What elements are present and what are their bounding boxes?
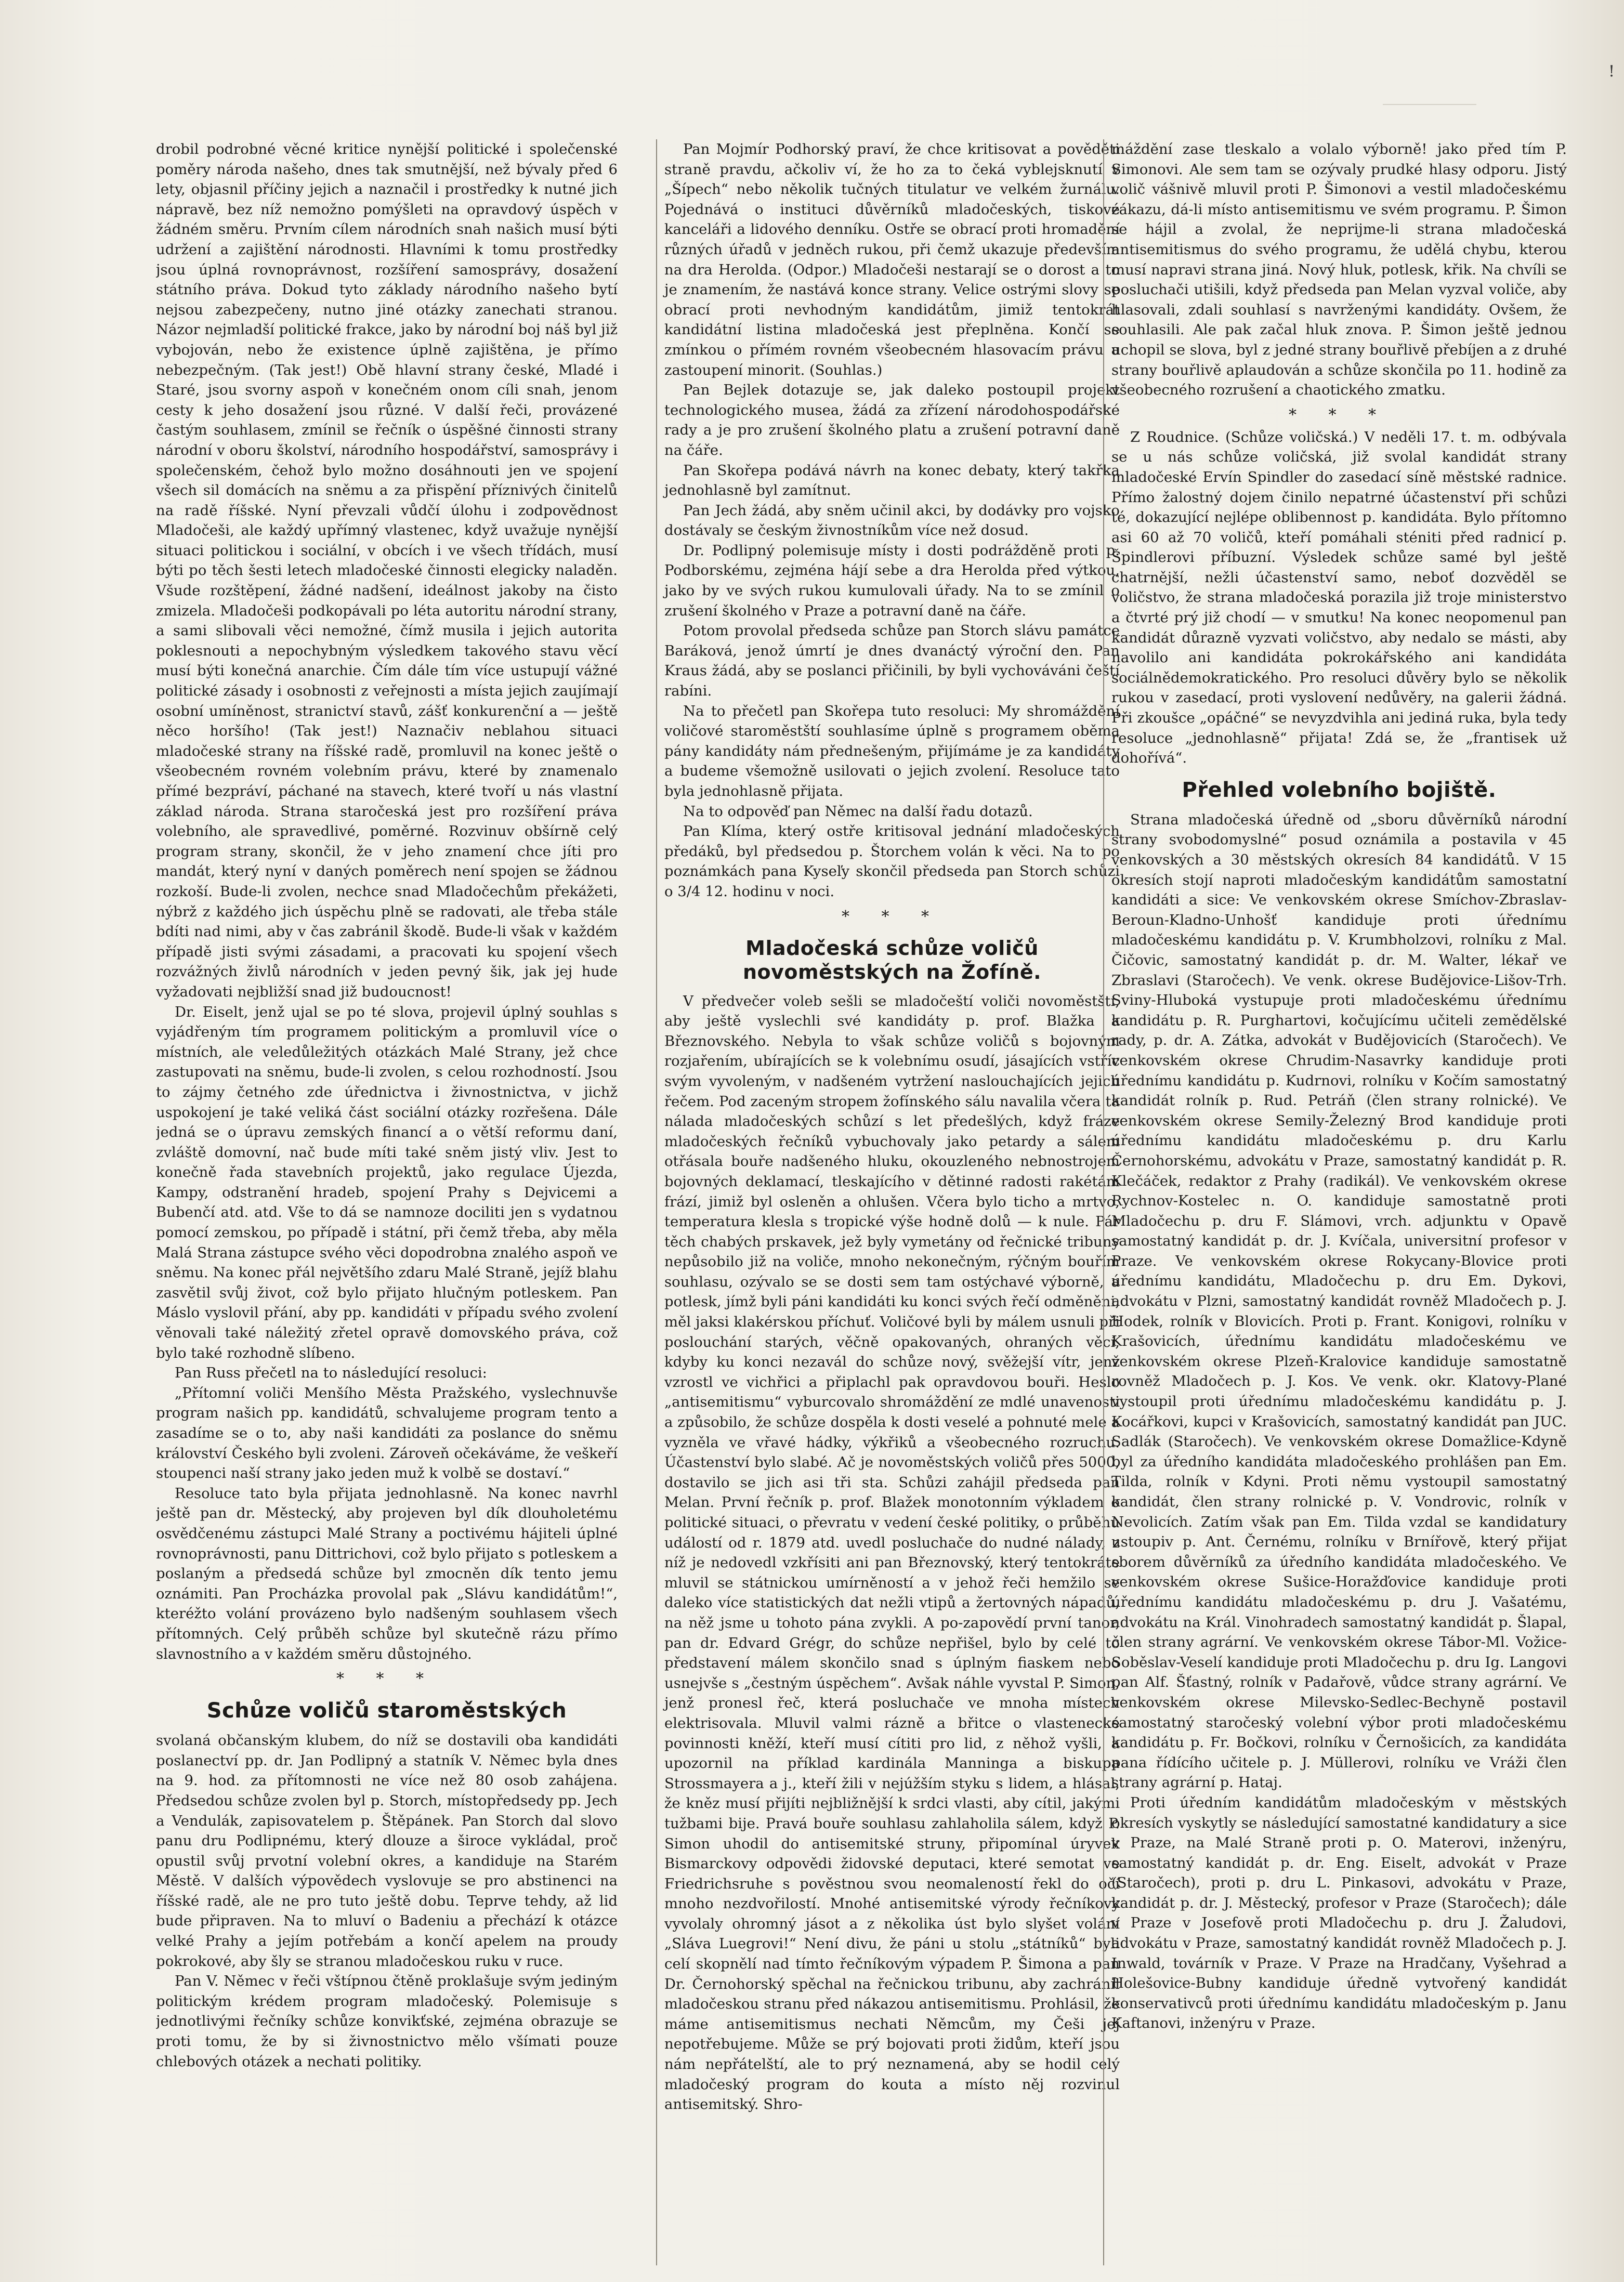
col2-paragraph: Pan Mojmír Podhorský praví, že chce kritisovat a pověděti straně pravdu, ačkoliv ví, že ho za to čeká vyblejsknutí v „Šípech“ nebo několik tučných titulatur ve velkém žurnálu. Pojednává o instituci důvěrníků mladočeských, tiskové kanceláři a lidového denníku. Ostře se obrací proti hromadění různých úřadů v jedněch rukou, při čemž ukazuje především na dra Herolda. (Odpor.) Mladočeši nestarají se o dorost a to je znamením, že nastává konce strany. Velice ostrými slovy se obrací proti nevhodným kandidátům, jimiž tentokrát kandidátní listina mladočeská jest přeplněna. Končí se zmínkou o přímém rovném všeobecném hlasovacím právu a zastoupení minorit. (Souhlas.) bbox=[664, 141, 1120, 378]
col3-paragraph: máždění zase tleskalo a volalo výborně! jako před tím P. Simonovi. Ale sem tam se ozývaly prudké hlasy odporu. Jistý volič vášnivě mluvil proti P. Šimonovi a vestil mladočeskému zákazu, dá-li místo antisemitismu ve svém programu. P. Šimon se hájil a zvolal, že neprijme-li strana mladočeská antisemitismus do svého programu, že udělá chybu, kterou musí napravi strana jiná. Nový hluk, potlesk, křik. Na chvíli se posluchači utišili, když předseda pan Melan vyzval voliče, aby hlasovali, zdali souhlasí s navrženými kandidáty. Ovšem, že souhlasili. Ale pak začal hluk znova. P. Šimon ještě jednou uchopil se slova, byl z jedné strany bouřlivě přebíjen a z druhé strany bouřlivě aplaudován a schůze skončila po 11. hodině za všeobecného rozrušení a chaotického zmatku. bbox=[1111, 141, 1567, 399]
article-heading-prehled: Přehled volebního bojiště. bbox=[1182, 778, 1497, 802]
col3-paragraph: Proti úředním kandidátům mladočeským v městských okresích vyskytly se následující samostatné kandidatury a sice v Praze, na Malé Straně proti p. O. Materovi, inženýru, samostatný kandidát p. dr. Eng. Eiselt, advokát v Praze (Staročech), proti p. dru L. Pinkasovi, advokátu v Praze, kandidát p. dr. J. Městecký, profesor v Praze (Staročech); dále v Praze v Josefově proti Mladočechu p. dru J. Žaludovi, advokátu v Praze, samostatný kandidát rovněž Mladočech p. J. Inwald, továrník v Praze. V Praze na Hradčany, Vyšehrad a Holešovice-Bubny kandiduje úředně vytvořený kandidát konservativců proti úřednímu kandidátu mladočeským p. Janu Kaftanovi, inženýru v Praze. bbox=[1111, 1794, 1567, 2032]
col2-paragraph: Na to přečetl pan Skořepa tuto resoluci: My shromáždění voličové staroměstští souhlasíme úplně s programem oběma pány kandidáty nám přednešeným, přijímáme je za kandidáty a budeme všemožně usilovati o jejich zvolení. Resoluce tato byla jednohlasně přijata. bbox=[664, 702, 1120, 799]
col2-paragraph: V předvečer voleb sešli se mladočeští voliči novoměstští, aby ještě vyslechli své kandidáty p. prof. Blažka a Březnovského. Nebyla to však schůze voličů s bojovným rozjařením, ubírajících se k volebnímu osudí, jásajících vstříc svým vyvoleným, v nadšeném vytržení naslouchajících jejich řečem. Pod zaceným stropem žofínského sálu navalila včera ta nálada mladočeských schůzí s let předešlých, když fráze mladočeských řečníků vybuchovaly jako petardy a sálem otřásala bouře nadšeného hluku, okouzleného nebnostrojem bojovných deklamací, tleskajícího v dětinné radosti rakétám frází, jimiž byl osleněn a ohlušen. Včera bylo ticho a mrtvo, temperatura klesla s tropické výše hodně dolů — k nule. Pár těch chabých prskavek, jež byly vymetány od řečnické tribuny nepůsobilo již na voliče, mnoho nekonečným, rýčným bouřím souhlasu, ozývalo se se dosti sem tam ostýchavé výborně, a potlesk, jímž byli páni kandidáti ku konci svých řečí odměněni, měl jaksi klakérskou příchuť. Voličové byli by málem usnuli při poslouchání starých, věčně opakovaných, ohraných věcí, kdyby ku konci nezavál do schůze nový, svěžejší vítr, jenž vzrostl ve vichřici a připlachl pak opravdovou bouři. Heslo „antisemitismu“ vyburcovalo shromáždění ze mdlé unavenosti a způsobilo, že schůze dospěla k dosti veselé a pohnuté mele a vyzněla ve vřavé hádky, výkřiků a všeobecného rozruchu. Účastenství bylo slabé. Ač je novoměstských voličů přes 5000, dostavilo se jich asi tři sta. Schůzi zahájil předseda pan Melan. První řečník p. prof. Blažek monotonním výkladem o politické situaci, o převratu v vedení české politiky, o průběhu událostí od r. 1879 atd. uvedl posluchače do nudné nálady, z níž je nedovedl vzkřísiti ani pan Březnovský, který tentokráte mluvil se státnickou umírněností a v jehož řeči hemžilo se daleko více statistických dat nežli vtipů a žertovných nápadů, na něž jsme u tohoto pána zvykli. A po-zapovědí první tanor, pan dr. Edvard Grégr, do schůze nepřišel, bylo by celé to představení málem skončilo snad s úplným fiaskem nebo usnejvše s „čestným úspěchem“. Avšak náhle vyvstal P. Simon, jenž pronesl řeč, která posluchače ve mnoha místech elektrisovala. Mluvil valmi rázně a břitce o vlastenecké povinnosti kněží, kteří musí cítiti pro lid, z něhož vyšli, a upozornil na příklad kardinála Manninga a biskupa Strossmayera a j., kteří žili v nejúžším styku s lidem, a hlásal, že kněz musí přijíti nejbližnější k srdci vlasti, aby cítil, jakými tužbami bije. Pravá bouře souhlasu zahlaholila sálem, když P. Simon uhodil do antisemitské struny, připomínal úryvek Bismarckovy odpovědi židovské deputaci, které semotat ve Friedrichsruhe s pověstnou svou neomaleností řekl do očí mnoho nezdvořilostí. Mnohé antisemitské výrody řečníkovy vyvolaly ohromný jásot a z několika úst bylo slyšet volání „Sláva Luegrovi!“ Není divu, že páni u stolu „státníků“ byli celí skopnělí nad tímto řečníkovým výpadem P. Šimona a pan Dr. Černohorský spěchal na řečnickou tribunu, aby zachránil mladočeskou stranu před nákazou antisemitismu. Prohlásil, že máme antisemitismus nechati Němcům, my Češi jej nepotřebujeme. Může se prý bojovati proti židům, kteří jsou nám nepřátelští, ale to prý neznamená, aby se hodil celý mladočeský program do kouta a místo něj rozvinul antisemitský. Shro- bbox=[664, 992, 1120, 2113]
edge-mark: ! bbox=[1608, 62, 1615, 81]
col1-paragraph: Resoluce tato byla přijata jednohlasně. Na konec navrhl ještě pan dr. Městecký, aby projeven byl dík dlouholetému osvědčenému zástupci Malé Strany a poctivému hájiteli úplné rovnoprávnosti, panu Dittrichovi, což bylo přijato s potleskem a poslaným a předsedá schůze byl zmocněn dík tento jemu oznámiti. Pan Procházka provolal pak „Slávu kandidátům!“, kteréžto volání provázeno bylo nadšeným souhlasem všech přítomných. Celý průběh schůze byl skutečně rázu přímo slavnostního a v každém směru důstojného. bbox=[156, 1485, 618, 1662]
fold-line bbox=[1383, 104, 1476, 105]
column-3 bbox=[1103, 139, 1567, 2265]
col2-paragraph: Potom provolal předseda schůze pan Storch slávu památce Baráková, jenož úmrtí je dnes dvanáctý výroční den. Pan Kraus žádá, aby se poslanci přičinili, by byli vychováváni čeští rabíni. bbox=[664, 622, 1120, 700]
col1-paragraph: Dr. Eiselt, jenž ujal se po té slova, projevil úplný souhlas s vyjádřeným tím programem politickým a promluvil více o místních, ale veledůležitých otázkách Malé Strany, jež chce zastupovati na sněmu, bude-li zvolen, s celou rozhodností. Jsou to zájmy četného zde úřednictva i živnostnictva, v jichž uspokojení je také veliká část sociální otázky rozřešena. Dále jedná se o úpravu zemských financí a o větší reformu daní, zvláště domovní, nač bude míti také sněm jistý vliv. Jest to konečně řada stavebních projektů, jako regulace Újezda, Kampy, odstranění hradeb, spojení Prahy s Dejvicemi a Bubenčí atd. atd. Vše to dá se namnoze dociliti jen s vydatnou pomocí zemskou, po případě i státní, při čemž třeba, aby měla Malá Strana zástupce svého věci dopodrobna znalého aspoň ve sněmu. Na konec přál největšího zdaru Malé Straně, jejíž blahu zasvětil svůj život, což bylo přijato hlučným potleskem. Pan Máslo vyslovil přání, aby pp. kandidáti v případu svého zvolení věnovali také náležitý zřetel opravě domovského práva, což bylo také rozhodně slíbeno. bbox=[156, 1003, 618, 1361]
col3-paragraph: Strana mladočeská úředně od „sboru důvěrníků národní strany svobodomyslné“ posud oznámila a postavila v 45 venkovských a 30 městských okresích 84 kandidátů. V 15 okresích stojí naproti mladočeským kandidátům samostatní kandidáti a sice: Ve venkovském okrese Smíchov-Zbraslav-Beroun-Kladno-Unhošť kandiduje proti úřednímu mladočeskému kandidátu p. V. Krumbholzovi, rolníku z Mal. Čičovic, samostatný kandidát p. dr. M. Walter, lékař ve Zbraslavi (Staročech). Ve venk. okrese Budějovice-Lišov-Trh. Sviny-Hluboká vystupuje proti mladočeskému úřednímu kandidátu p. R. Purghartovi, kočujícímu učiteli zemědělské rady, p. dr. A. Zátka, advokát v Budějovicích (Staročech). Ve venkovském okrese Chrudim-Nasavrky kandiduje proti úřednímu kandidátu p. Kudrnovi, rolníku v Kočím samostatný kandidát rolník p. Rud. Petráň (člen strany rolnické). Ve venkovském okrese Semily-Železný Brod kandiduje proti úřednímu kandidátu mladočeskému p. dru Karlu Černohorskému, advokátu v Praze, samostatný kandidát p. R. Klečáček, redaktor z Prahy (radikál). Ve venkovském okrese Rychnov-Kostelec n. O. kandiduje samostatně proti Mladočechu p. dru F. Slámovi, vrch. adjunktu v Opavě samostatný kandidát p. dr. J. Kvíčala, universitní profesor v Praze. Ve venkovském okrese Rokycany-Blovice proti úřednímu kandidátu, Mladočechu p. dru Em. Dykovi, advokátu v Plzni, samostatný kandidát rovněž Mladočech p. J. Hodek, rolník v Blovicích. Proti p. Frant. Konigovi, rolníku v Krašovicích, úřednímu kandidátu mladočeskému ve venkovském okrese Plzeň-Kralovice kandiduje samostatně rovněž Mladočech p. J. Kos. Ve venk. okr. Klatovy-Plané vystoupil proti úřednímu mladočeskému kandidátu p. J. Kocářkovi, kupci v Krašovicích, samostatný kandidát pan JUC. Sadlák (Staročech). Ve venkovském okrese Domažlice-Kdyně byl za úředního kandidáta mladočeského prohlášen pan Em. Tilda, rolník v Kdyni. Proti němu vystoupil samostatný kandidát, člen strany rolnické p. V. Vondrovic, rolník v Nevolicích. Zatím však pan Em. Tilda vzdal se kandidatury ustoupiv p. Ant. Černému, rolníku v Brnířově, který přijat sborem důvěrníků za úředního kandidáta mladočeského. Ve venkovském okrese Sušice-Horažďovice kandiduje proti úřednímu kandidátu mladočeskému p. dru J. Vašatému, advokátu na Král. Vinohradech samostatný kandidát p. Šlapal, člen strany agrární. Ve venkovském okrese Tábor-Ml. Vožice-Soběslav-Veselí kandiduje proti Mladočechu p. dru Ig. Langovi pan Alf. Šťastný, rolník v Padařově, vůdce strany agrární. Ve venkovském okrese Milevsko-Sedlec-Bechyně postavil samostatný staročeský volební výbor proti mladočeskému kandidátu p. Fr. Bočkovi, rolníku v Černošicích, za kandidáta pana řídícího učitele p. J. Müllerovi, rolníku ve Vráži člen strany agrární p. Hataj. bbox=[1111, 811, 1567, 1791]
col2-paragraph: Pan Jech žádá, aby sněm učinil akci, by dodávky pro vojsko dostávaly se českým živnostníkům více než dosud. bbox=[664, 502, 1120, 539]
column-2 bbox=[656, 139, 1120, 2265]
col1-resolution: „Přítomní voliči Menšího Města Pražského, vyslechnuvše program našich pp. kandidátů, schvalujeme program tento a zasadíme se o to, aby naši kandidáti za poslance do sněmu království Českého byli zvoleni. Zároveň očekáváme, že veškeří stoupenci naší strany jako jeden muž k volbě se dostaví.“ bbox=[156, 1384, 618, 1482]
section-stars: * * * bbox=[336, 1670, 438, 1688]
col1-paragraph: svolaná občanským klubem, do níž se dostavili oba kandidáti poslanectví pp. dr. Jan Podlipný a statník V. Němec byla dnes na 9. hod. za přítomnosti ne více než 80 osob zahájena. Předsedou schůze zvolen byl p. Storch, místopředsedy pp. Jech a Vendulák, zapisovatelem p. Štěpánek. Pan Storch dal slovo panu dru Podlipnému, který dlouze a široce vykládal, proč opustil svůj prvotní volební okres, a kandiduje na Starém Městě. V dalších výpovědech vyslovuje se pro abstinenci na říšské radě, ale ne pro tuto ještě dobu. Teprve tehdy, až lid bude připraven. Na to mluví o Badeniu a přechází k otázce velké Prahy a jejím potřebám a končí apelem na proudy pokrokové, aby šly se stranou mladočeskou ruku v ruce. bbox=[156, 1732, 618, 1970]
col1-paragraph: Pan Russ přečetl na to následující resoluci: bbox=[175, 1365, 487, 1382]
col3-paragraph-roudnice: Z Roudnice. (Schůze voličská.) V neděli 17. t. m. odbývala se u nás schůze voličská, již svolal kandidát strany mladočeské Ervín Spindler do zasedací síně městské radnice. Přímo žalostný dojem činilo nepatrné účastenství při schůzi té, dokazující nejlépe oblibennost p. kandidáta. Bylo přítomno asi 60 až 70 voličů, kteří pomáhali sténiti před radnicí p. Špindlerovi příbuzní. Výsledek schůze samé byl ještě chatrnější, nežli účastenství samo, neboť dozvěděl se voličstvo, že strana mladočeská porazila již troje ministerstvo a čtvrté prý již chodí — v smutku! Na konec neopomenul pan kandidát důrazně vyzvati voličstvo, aby nedalo se másti, aby navolilo ani kandidáta pokrokářského ani kandidáta sociálnědemokratického. Pro resoluci důvěry bylo se několik rukou v zasedací, proti vyslovení nedůvěry, na galerii žádná. Při zkoušce „opáčné“ se nevyzdvihla ani jediná ruka, byla tedy resoluce „jednohlasně“ přijata! Zdá se, že „frantisek už dohořívá“. bbox=[1111, 428, 1567, 767]
section-stars: * * * bbox=[841, 907, 943, 926]
col2-paragraph: Pan Klíma, který ostře kritisoval jednání mladočeských předáků, byl předsedou p. Štorchem volán k věci. Na to po poznámkách pana Kyseľy skončil předseda pan Storch schůzi o 3/4 12. hodinu v noci. bbox=[664, 823, 1120, 900]
col2-paragraph: Pan Bejlek dotazuje se, jak daleko postoupil projekt technologického musea, žádá za zřízení národohospodářské rady a je pro zrušení školného platu a zrušení potravní daně na čáře. bbox=[664, 382, 1120, 458]
col2-paragraph: Dr. Podlipný polemisuje místy i dosti podrážděně proti p. Podborskému, zejména hájí sebe a dra Herolda před výtkou, jako by ve svých rukou kumulovali úřady. Na to se zmínil o zrušení školného v Praze a potravní daně na čáře. bbox=[664, 542, 1120, 619]
col1-paragraph: drobil podrobné věcné kritice nynější politické i společenské poměry národa našeho, dnes tak smutnější, než bývaly před 6 lety, objasnil příčiny jejich a naznačil i prostředky k nutné jich nápravě, bez níž nemožno pomýšleti na opravdový úspěch v žádném směru. Prvním cílem národních snah našich musí býti udržení a zajištění národnosti. Hlavními k tomu prostředky jsou úplná rovnoprávnost, rozšíření samosprávy, dosažení státního práva. Dokud tyto základy národního našeho bytí nejsou zabezpečeny, nutno jiné otázky zanechati stranou. Názor nejmladší politické frakce, jako by národní boj náš byl již vybojován, nebo že existence úplně zajištěna, je přímo nebezpečným. (Tak jest!) Obě hlavní strany české, Mladé i Staré, jsou svorny aspoň v konečném onom cíli snah, jenom cesty k jeho dosažení jsou různé. V další řeči, provázené častým souhlasem, zmínil se řečník o úspěšné činnosti strany národní v oboru školství, národního hospodářství, samosprávy i společenském, čehož bylo možno dosáhnouti jen ve spojení všech sil domácích na sněmu a za přispění příznivých činitelů na radě říšské. Nyní převzali vůdčí úlohu i zodpovědnost Mladočeši, ale každý upřímný vlastenec, když uvažuje nynější situaci politickou i sociální, v obcích i ve všech třídách, musí býti po těch šesti letech mladočeské činnosti elegicky naladěn. Všude rozštěpení, žádné nadšení, ideálnost jakoby na čisto zmizela. Mladočeši podkopávali po léta autoritu národní strany, a sami slibovali věci nemožné, čímž musila i jejich autorita poklesnouti a nepochybným výsledkem takového stavu věcí musí býti konečná anarchie. Čím dále tím více ustupují vážné politické zásady i osobnosti z veřejnosti a místa jejich zaujímají osobní umíněnost, stranictví stavů, zášť konkurenční a — ještě něco horšího! (Tak jest!) Naznačiv neblahou situaci mladočeské strany na říšské radě, promluvil na konec ještě o všeobecném rovném volebním právu, které by znamenalo přímé bezpráví, páchané na stavech, které tvoří u nás vlastní základ národa. Strana staročeská jest pro rozšíření práva volebního, ale spravedlivé, poměrné. Rozvinuv obšírně celý program strany, skončil, že v jeho znamení chce jíti pro mandát, který nyní v daných poměrech není spojen se žádnou rozkoší. Bude-li zvolen, nechce snad Mladočechům překážeti, nýbrž z každého jich úspěchu plně se radovati, ale třeba stále bdíti nad nimi, aby v čas zabránil škodě. Bude-li však v každém případě jisti svými zásadami, a pracovati ku spojení všech rozvážných živlů národních v jeden pevný šik, jak jej hude vyžadovati nejbližší snad již budoucnost! bbox=[156, 141, 618, 1000]
article-heading-staromestskych: Schůze voličů staroměstských bbox=[206, 1699, 567, 1723]
article-heading-zofin: Mladočeská schůze voličů novoměstských na Žofíně. bbox=[742, 936, 1042, 983]
col2-paragraph: Na to odpověď pan Němec na další řadu dotazů. bbox=[683, 803, 1033, 820]
col2-paragraph: Pan Skořepa podává návrh na konec debaty, který takřka jednohlasně byl zamítnut. bbox=[664, 462, 1120, 499]
col1-paragraph: Pan V. Němec v řeči vštípnou čtěně proklašuje svým jediným politickým krédem program mladočeský. Polemisuje s jednotlivými řečníky schůze konvikťské, zejména obrazuje se proti tomu, že by si živnostnictvo mělo všímati pouze chlebových otázek a nechati politiky. bbox=[156, 1973, 618, 2070]
section-stars: * * * bbox=[1288, 405, 1390, 424]
column-1 bbox=[156, 139, 618, 2265]
